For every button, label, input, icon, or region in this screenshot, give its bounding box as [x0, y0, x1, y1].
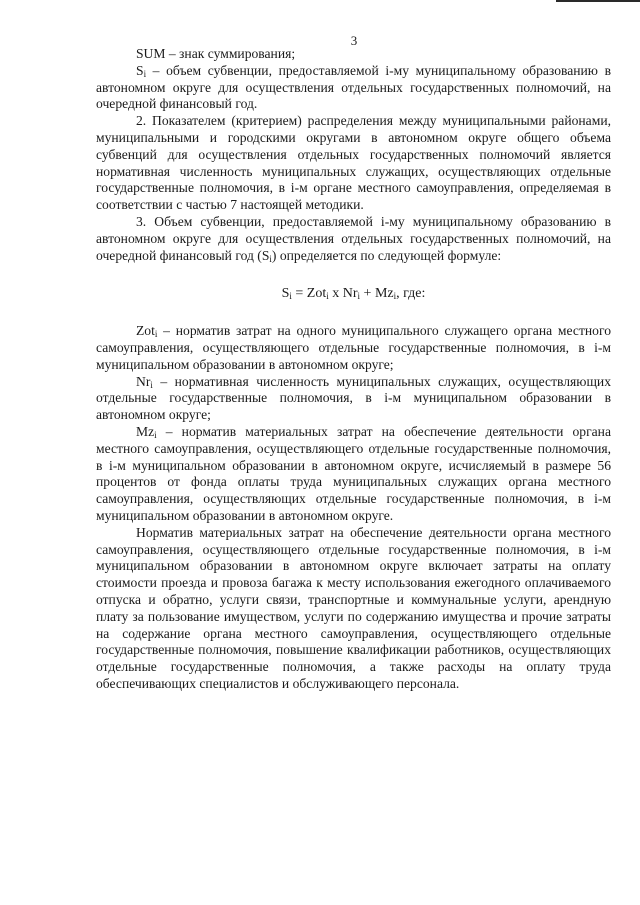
document-body [96, 46, 611, 693]
paragraph-3-after: ) определяется по следующей формуле: [271, 247, 502, 263]
paragraph-last: Норматив материальных затрат на обеспечение деятельности органа местного самоуправления, осуществляющего отдельные государственные полномочия, в i-м муниципальном образовании в автономном округе включает затраты на оплату стоимости проезда и провоза багажа к месту использования ежегодного оплачиваемого отпуска и обратно, услуги связи, транспортные и коммунальные услуги, арендную плату за пользование имуществом, услуги по содержанию имущества и прочие затраты на содержание органа местного самоуправления, осуществляющего отдельные государственные полномочия, повышение квалификации работников, осуществляющих отдельные государственные полномочия, а также расходы на оплату труда обеспечивающих специалистов и обслуживающего персонала. [96, 524, 611, 691]
paragraph-si [96, 63, 611, 113]
paragraph-mz [96, 424, 611, 525]
var-nr-sub: i [150, 379, 153, 390]
formula-nr-sub: i [357, 291, 361, 302]
paragraph-sum: SUM – знак суммирования; [136, 46, 296, 61]
paragraph-3-before: 3. Объем субвенции, предоставляемой i-му муниципальному образованию в автономном округе для осуществления отдельных государственных полномочий, на очередной финансовый год (S [96, 213, 611, 263]
paragraph-3 [96, 214, 611, 264]
paragraph-2: 2. Показателем (критерием) распределения между муниципальными районами, муниципальными и городскими округами в автономном округе общего объема субвенций для осуществления отдельных государственных полномочий является нормативная численность муниципальных служащих, осуществляющих отдельные государственные полномочия, в i-м органе местного самоуправления, определяемая в соответствии с частью 7 настоящей методики. [96, 113, 611, 213]
var-mz: Mz [136, 423, 155, 439]
formula-eq: = Zot [291, 286, 327, 302]
formula-mz-sub: i [393, 291, 397, 302]
var-mz-sub: i [154, 429, 157, 440]
paragraph-nr-text: – нормативная численность муниципальных служащих, осуществляющих отдельные государственные полномочия, в i-м муниципальном образовании в автономном округе; [96, 373, 611, 423]
var-s: S [136, 62, 144, 78]
paragraph-si-text: – объем субвенции, предоставляемой i-му муниципальному образованию в автономном округе для осуществления отдельных государственных полномочий, на очередной финансовый год. [96, 62, 611, 112]
var-s-sub: i [143, 68, 147, 79]
top-rule [556, 0, 640, 2]
formula-s-sub: i [289, 291, 292, 302]
var-zot-sub: i [154, 329, 158, 340]
var-zot: Zot [136, 323, 155, 339]
paragraph-mz-text: – норматив материальных затрат на обеспечение деятельности органа местного самоуправления, осуществляющего отдельные государственные полномочия, в i-м муниципальном образовании в автономном округе, исчисляемый в размере 56 процентов от фонда оплаты труда муниципальных служащих органа местного самоуправления, осуществляющих отдельные государственные полномочия, в i-м муниципальном образовании в автономном округе. [96, 423, 611, 523]
formula-s: S [281, 286, 290, 302]
page-number: 3 [350, 33, 358, 48]
formula-x: x Nr [328, 286, 358, 302]
paragraph-zot-text: – норматив затрат на одного муниципального служащего органа местного самоуправления, осуществляющего отдельные государственные полномочия, в i-м муниципальном образовании в автономном округе; [96, 323, 611, 372]
var-nr: Nr [136, 373, 151, 389]
formula [96, 286, 611, 303]
formula-tail: , где: [396, 286, 426, 302]
formula-zot-sub: i [326, 291, 329, 302]
paragraph-3-sub: i [269, 253, 272, 264]
formula-plus: + Mz [360, 286, 394, 302]
paragraph-nr [96, 374, 611, 424]
paragraph-zot [96, 323, 611, 373]
